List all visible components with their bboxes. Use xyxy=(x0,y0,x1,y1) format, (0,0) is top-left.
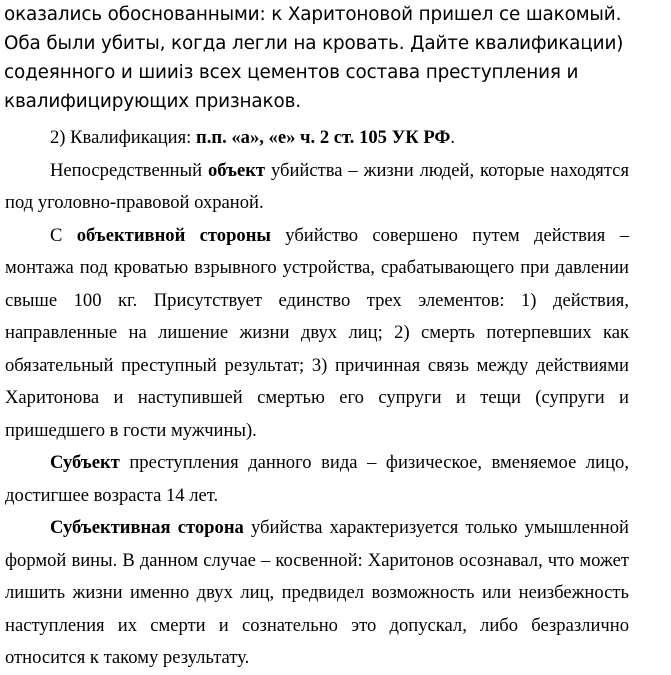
text-run: убийства – жизни людей, которые находятся xyxy=(265,159,629,181)
text-line: под уголовно-правовой охраной. xyxy=(5,192,264,213)
object-paragraph xyxy=(5,155,629,220)
text-line xyxy=(5,122,629,155)
text-run: Непосредственный xyxy=(50,159,208,181)
qualification-article: п.п. «а», «е» ч. 2 ст. 105 УК РФ xyxy=(196,127,451,148)
task-line: оказались обоснованными: к Харитоновой пришел се шакомый. xyxy=(4,4,622,25)
text-run: убийство совершено путем действия – xyxy=(270,224,629,246)
term-objective-side: объективной стороны xyxy=(76,224,271,246)
text-line: относится к такому результату. xyxy=(5,647,250,668)
task-text xyxy=(0,0,664,116)
task-line: содеянного и шииiз всех цементов состава преступления и xyxy=(4,62,579,83)
text-line: достигшее возраста 14 лет. xyxy=(5,484,219,506)
text-line xyxy=(5,447,629,480)
text-line: наступления их смерти и сознательно это допускал, либо безразлично xyxy=(5,614,629,636)
subject-paragraph xyxy=(5,447,629,512)
text-line xyxy=(5,220,629,253)
qualification-paragraph xyxy=(5,122,629,155)
text-line: свыше 100 кг. Присутствует единство трех элементов: 1) действия, xyxy=(5,289,629,311)
text-run: преступления данного вида – физическое, вменяемое лицо, xyxy=(119,452,629,473)
text-line xyxy=(5,512,629,545)
text-run: убийства характеризуется только умышленной xyxy=(243,517,629,538)
text-line: формой вины. В данном случае – косвенной: Харитонов осознавал, что может xyxy=(5,549,629,571)
task-line: квалифицирующих признаков. xyxy=(4,91,301,112)
text-line: направленные на лишение жизни двух лиц; 2) смерть потерпевших как xyxy=(5,322,629,343)
qualification-suffix: . xyxy=(450,127,456,148)
term-subject: Субъект xyxy=(50,452,120,473)
qualification-prefix: 2) Квалификация: xyxy=(50,127,196,148)
text-line xyxy=(5,155,629,188)
objective-side-paragraph xyxy=(5,220,629,448)
subjective-side-paragraph xyxy=(5,512,629,675)
text-line: лишить жизни именно двух лиц, предвидел возможность или неизбежность xyxy=(5,582,629,603)
text-run: С xyxy=(50,224,77,246)
text-line: монтажа под кроватью взрывного устройства, срабатывающего при давлении xyxy=(5,257,629,278)
text-line: обязательный преступный результат; 3) причинная связь между действиями xyxy=(5,354,629,376)
task-line: Оба были убиты, когда легли на кровать. Дайте квалификации) xyxy=(4,33,624,54)
term-object: объект xyxy=(207,159,266,181)
term-subjective-side: Субъективная сторона xyxy=(50,517,244,538)
answer-body xyxy=(0,122,629,675)
text-line: Харитонова и наступившей смертью его супруги и тещи (супруги и xyxy=(5,387,629,408)
text-line: пришедшего в гости мужчины). xyxy=(5,419,257,441)
